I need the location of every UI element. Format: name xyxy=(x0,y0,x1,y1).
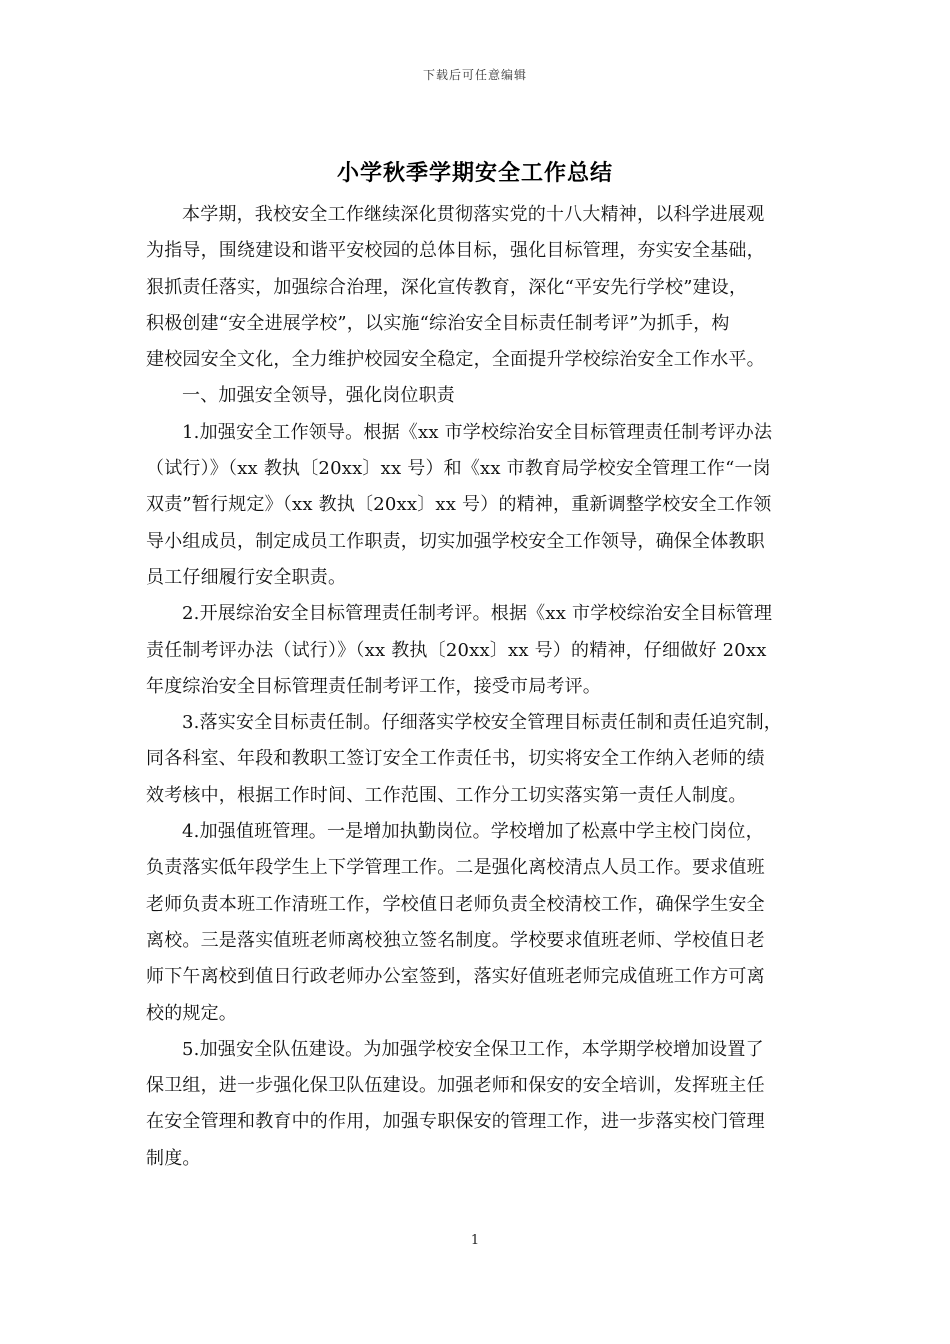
text-line: 1.加强安全工作领导。根据《xx 市学校综治安全目标管理责任制考评办法 xyxy=(182,421,773,443)
text-line: 负责落实低年段学生上下学管理工作。二是强化离校清点人员工作。要求值班 xyxy=(146,857,765,879)
paragraph xyxy=(146,814,814,1032)
paragraph xyxy=(146,1032,814,1177)
text-line: 双责”暂行规定》（xx 教执〔20xx〕xx 号）的精神，重新调整学校安全工作领 xyxy=(146,494,772,516)
text-line: 保卫组，进一步强化保卫队伍建设。加强老师和保安的安全培训，发挥班主任 xyxy=(146,1075,765,1097)
paragraph xyxy=(146,705,814,814)
text-line: 校的规定。 xyxy=(146,1002,237,1024)
document-body xyxy=(146,197,814,1177)
text-line: 为指导，围绕建设和谐平安校园的总体目标，强化目标管理，夯实安全基础， xyxy=(146,240,765,262)
text-line: （试行）》（xx 教执〔20xx〕xx 号）和《xx 市教育局学校安全管理工作“一岗 xyxy=(146,458,771,480)
paragraph xyxy=(146,415,814,596)
paragraph xyxy=(146,596,814,705)
text-line: 制度。 xyxy=(146,1147,201,1169)
paragraph xyxy=(146,197,814,378)
text-line: 积极创建“安全进展学校”，以实施“综治安全目标责任制考评”为抓手，构 xyxy=(146,312,730,334)
text-line: 员工仔细履行安全职责。 xyxy=(146,566,347,588)
text-line: 建校园安全文化，全力维护校园安全稳定，全面提升学校综治安全工作水平。 xyxy=(146,349,765,371)
text-line: 在安全管理和教育中的作用，加强专职保安的管理工作，进一步落实校门管理 xyxy=(146,1111,765,1133)
header-note: 下载后可任意编辑 xyxy=(422,68,527,82)
page-number: 1 xyxy=(470,1233,480,1248)
text-line: 狠抓责任落实，加强综合治理，深化宣传教育，深化“平安先行学校”建设， xyxy=(146,276,748,298)
text-line: 年度综治安全目标管理责任制考评工作，接受市局考评。 xyxy=(146,675,601,697)
text-line: 本学期，我校安全工作继续深化贯彻落实党的十八大精神，以科学进展观 xyxy=(182,204,765,225)
text-line: 责任制考评办法（试行）》（xx 教执〔20xx〕xx 号）的精神，仔细做好 20xx xyxy=(146,639,767,661)
text-line: 同各科室、年段和教职工签订安全工作责任书，切实将安全工作纳入老师的绩 xyxy=(146,748,765,770)
section-heading xyxy=(146,378,814,414)
text-line: 导小组成员，制定成员工作职责，切实加强学校安全工作领导，确保全体教职 xyxy=(146,530,765,552)
text-line: 师下午离校到值日行政老师办公室签到，落实好值班老师完成值班工作方可离 xyxy=(146,966,765,988)
text-line: 老师负责本班工作清班工作，学校值日老师负责全校清校工作，确保学生安全 xyxy=(146,893,765,915)
document-title: 小学秋季学期安全工作总结 xyxy=(336,160,613,186)
text-line: 3.落实安全目标责任制。仔细落实学校安全管理目标责任制和责任追究制， xyxy=(182,712,782,734)
text-line: 效考核中，根据工作时间、工作范围、工作分工切实落实第一责任人制度。 xyxy=(146,784,747,806)
text-line: 一、加强安全领导，强化岗位职责 xyxy=(182,385,455,407)
text-line: 5.加强安全队伍建设。为加强学校安全保卫工作，本学期学校增加设置了 xyxy=(182,1038,764,1060)
text-line: 2.开展综治安全目标管理责任制考评。根据《xx 市学校综治安全目标管理 xyxy=(182,603,773,625)
text-line: 4.加强值班管理。一是增加执勤岗位。学校增加了松熹中学主校门岗位， xyxy=(182,821,764,843)
text-line: 离校。三是落实值班老师离校独立签名制度。学校要求值班老师、学校值日老 xyxy=(146,929,765,951)
